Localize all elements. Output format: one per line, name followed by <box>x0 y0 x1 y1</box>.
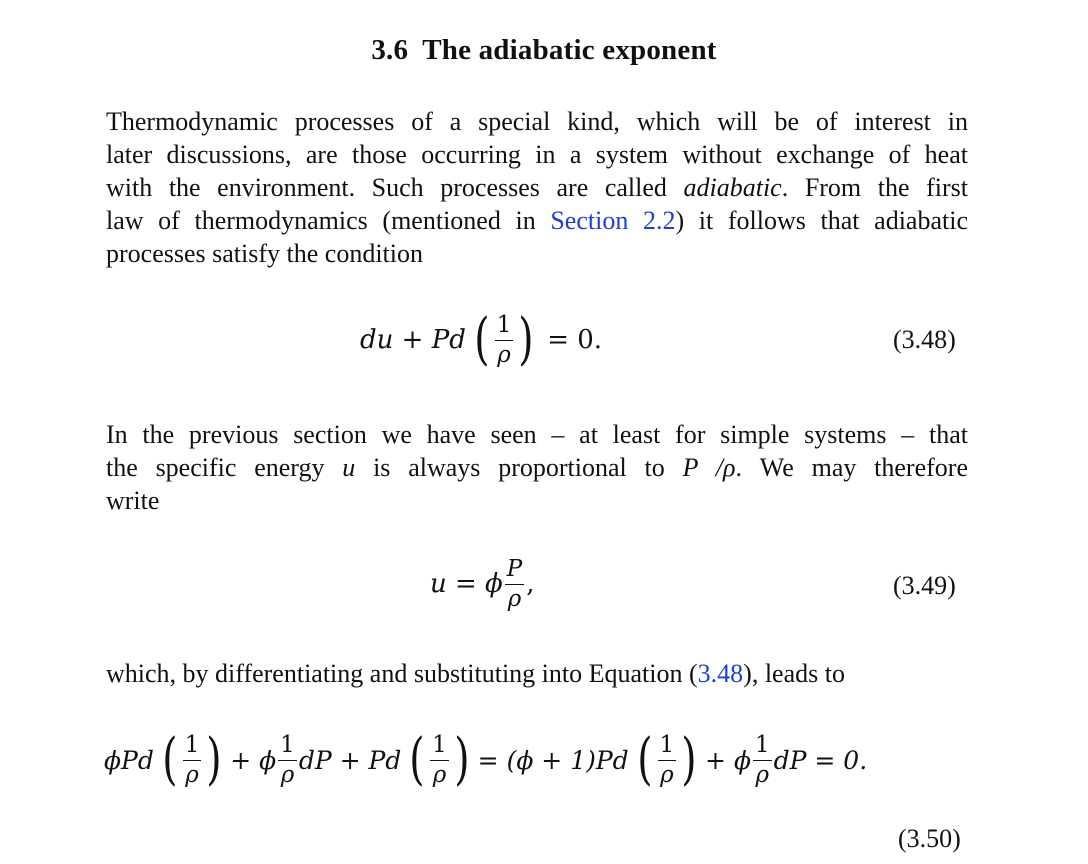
text-line: processes satisfy the condition <box>106 239 423 268</box>
text-line: write <box>106 486 160 515</box>
eq-term: = (ϕ + 1)Pd <box>477 745 629 775</box>
fraction: $\frac{1}{\rho}$ <box>659 731 675 788</box>
fraction: $\frac{1}{\rho}$ <box>280 731 295 788</box>
right-paren: ) <box>681 727 697 792</box>
paragraph-leads-to <box>106 657 968 690</box>
section-number: 3.6 <box>371 34 409 66</box>
text-line: the specific energy u is always proportional to P /ρ. We may therefore <box>106 453 968 482</box>
eq-lhs: du + Pd <box>360 325 466 355</box>
eq-term: + ϕ <box>705 745 751 775</box>
right-paren: ) <box>206 727 222 792</box>
variable-u: u <box>342 453 356 482</box>
equation-number: (3.50) <box>898 824 961 853</box>
fraction: $\frac{1}{\rho}$ <box>754 731 770 788</box>
fraction: $\frac{1}{\rho}$ <box>184 731 200 788</box>
denominator: ρ <box>507 585 522 612</box>
eq-term: dP + Pd <box>298 745 402 775</box>
fraction <box>505 555 524 612</box>
paragraph-intro <box>106 105 968 270</box>
eq-term: + ϕ <box>230 745 277 775</box>
equation-3-48 <box>360 298 602 382</box>
equation-number: (3.49) <box>893 571 956 600</box>
text-line: which, by differentiating and substituting into Equation (3.48), leads to <box>106 659 845 688</box>
text-line: with the environment. Such processes are called adiabatic. From the first <box>106 173 968 202</box>
equation-3-50 <box>104 718 867 802</box>
left-paren: ( <box>409 727 425 792</box>
left-paren: ( <box>636 727 653 792</box>
equation-number: (3.48) <box>893 325 956 354</box>
denominator: ρ <box>497 341 511 368</box>
paragraph-proportional <box>106 418 968 517</box>
term-adiabatic: adiabatic <box>683 173 782 202</box>
right-paren: ) <box>518 307 534 372</box>
section-link[interactable]: Section 2.2 <box>550 206 676 235</box>
text-line: later discussions, are those occurring in a system without exchange of heat <box>106 140 968 169</box>
fraction: $\frac{1}{\rho}$ <box>432 731 447 788</box>
section-heading <box>0 34 1088 67</box>
eq-lhs: u = ϕ <box>430 569 503 599</box>
numerator: 1 <box>496 311 512 338</box>
eq-rhs: = 0. <box>547 325 603 355</box>
text-line: In the previous section we have seen – at least for simple systems – that <box>106 420 968 449</box>
text-line: law of thermodynamics (mentioned in Section 2.2) it follows that adiabatic <box>106 206 968 235</box>
eq-term: ϕPd <box>104 745 154 775</box>
text-line: Thermodynamic processes of a special kind, which will be of interest in <box>106 107 968 136</box>
numerator: P <box>506 555 523 582</box>
equation-3-49 <box>430 542 535 626</box>
right-paren: ) <box>454 727 470 792</box>
expression-p-over-rho: P /ρ <box>682 453 736 482</box>
left-paren: ( <box>162 727 178 792</box>
eq-term: dP = 0. <box>773 745 868 775</box>
comma: , <box>526 569 535 599</box>
fraction <box>495 311 514 368</box>
equation-link[interactable]: 3.48 <box>697 659 744 688</box>
section-title: The adiabatic exponent <box>422 34 717 66</box>
left-paren: ( <box>474 307 490 372</box>
